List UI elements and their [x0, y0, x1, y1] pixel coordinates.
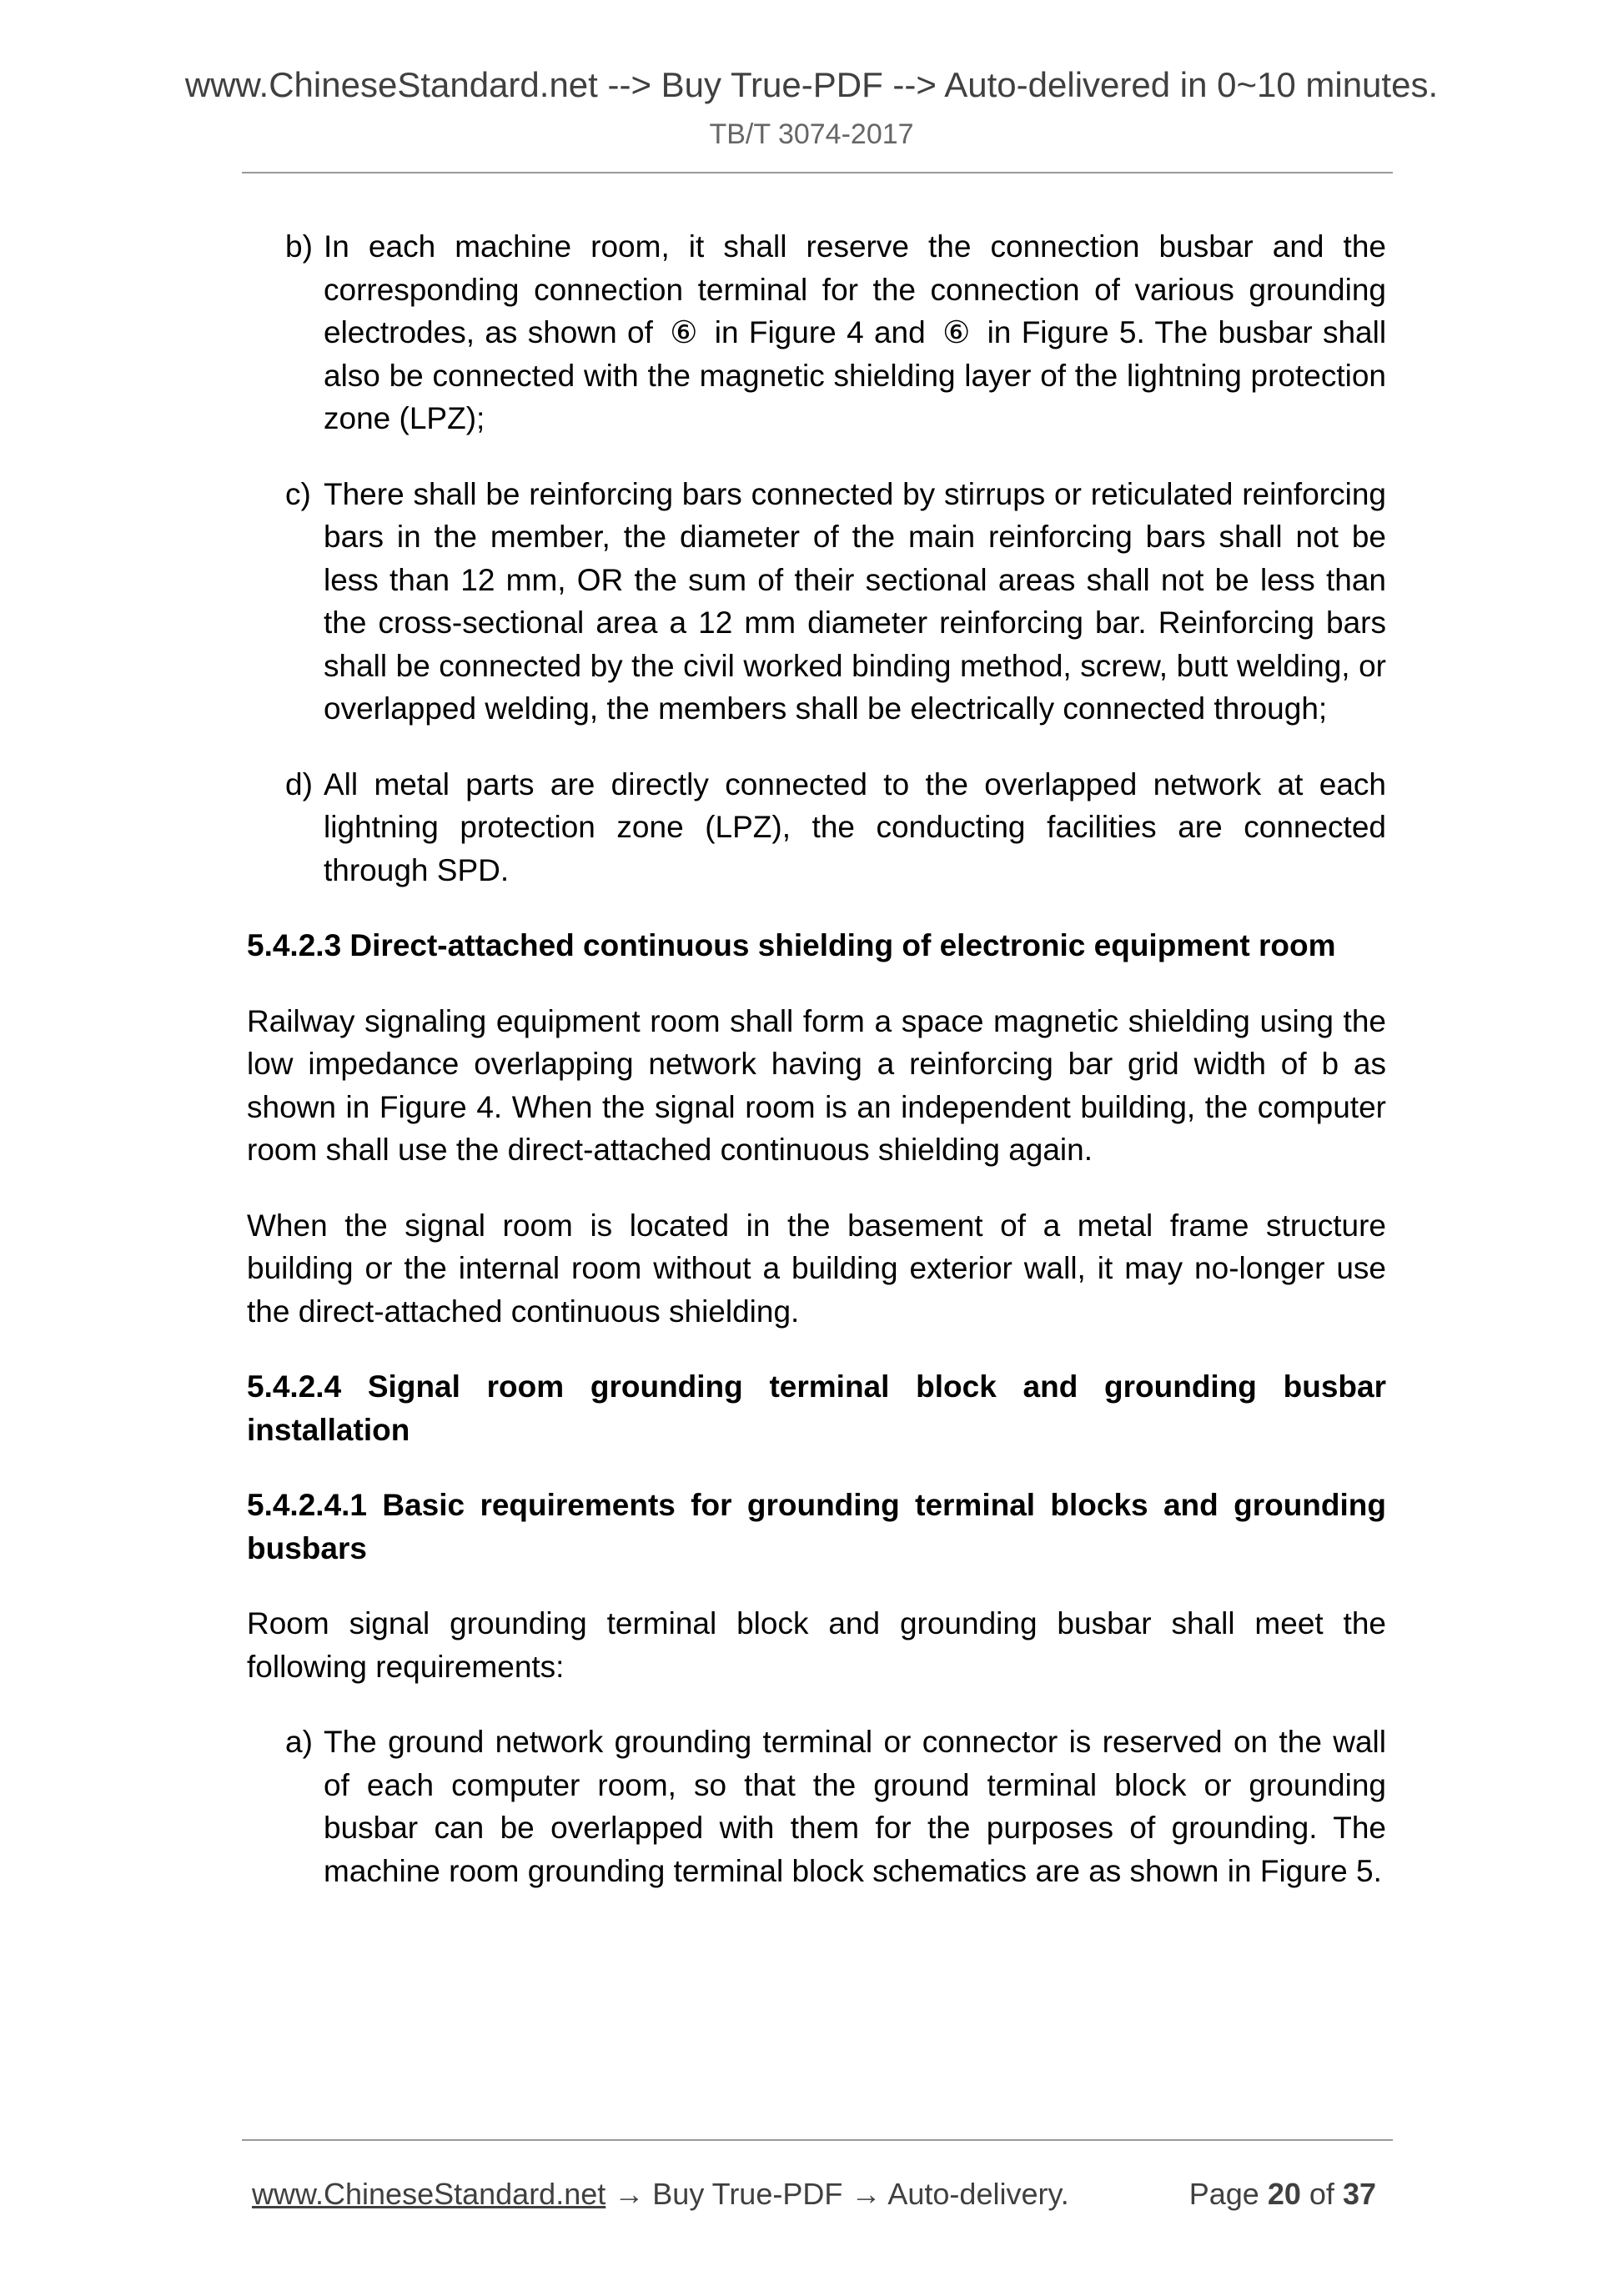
- list-item-c: [285, 473, 1386, 731]
- list-text: The ground network grounding terminal or connector is reserved on the wall of each computer room, so that the ground terminal block or grounding busbar can be overlapped with them for the purposes of grounding. The machine room grounding terminal block schematics are as shown in Figure 5.: [324, 1725, 1386, 1888]
- header-divider: [242, 172, 1393, 173]
- list-label: c): [285, 476, 311, 511]
- circled-number: ⑥: [942, 315, 971, 349]
- footer-text: [252, 2177, 1069, 2212]
- arrow-icon: →: [614, 2177, 645, 2211]
- section-heading-5-4-2-3: 5.4.2.3 Direct-attached continuous shielding of electronic equipment room: [247, 928, 1336, 962]
- list-text: There shall be reinforcing bars connected by stirrups or reticulated reinforcing bars in the member, the diameter of the main reinforcing bars shall not be less than 12 mm, OR the sum of their sectional areas shall not be less than the cross-sectional area a 12 mm diameter reinforcing bar. Reinforcing bars shall be connected by the civil worked binding method, screw, butt welding, or overlapped welding, the members shall be electrically connected through;: [324, 476, 1386, 726]
- document-id: TB/T 3074-2017: [709, 118, 914, 150]
- header-banner: www.ChineseStandard.net --> Buy True-PDF --> Auto-delivered in 0~10 minutes.: [184, 65, 1439, 104]
- footer-link[interactable]: www.ChineseStandard.net: [252, 2177, 606, 2211]
- text-fragment: in Figure 5. The busbar shall also be connected with the magnetic shielding layer of the lightning protection zone (LPZ);: [324, 315, 1387, 435]
- footer-divider: [242, 2139, 1393, 2141]
- footer-buy: Buy True-PDF: [652, 2177, 843, 2211]
- text-fragment: in Figure 4 and: [714, 315, 926, 349]
- page-body: [247, 225, 1386, 1925]
- paragraph: Room signal grounding terminal block and grounding busbar shall meet the following requirements:: [247, 1606, 1386, 1684]
- total-pages: 37: [1342, 2177, 1376, 2211]
- page-number: [1189, 2177, 1376, 2212]
- circled-number: ⑥: [670, 315, 698, 349]
- list-label: a): [285, 1725, 313, 1759]
- list-text: [324, 225, 1386, 440]
- arrow-icon: →: [851, 2177, 882, 2211]
- paragraph: When the signal room is located in the basement of a metal frame structure building or the internal room without a building exterior wall, it may no-longer use the direct-attached continuous shielding.: [247, 1208, 1386, 1329]
- of-word: of: [1309, 2177, 1334, 2211]
- list-item-a: [285, 1721, 1386, 1892]
- footer-delivery: Auto-delivery.: [887, 2177, 1069, 2211]
- list-label: d): [285, 766, 313, 801]
- current-page: 20: [1267, 2177, 1301, 2211]
- page-word: Page: [1188, 2177, 1259, 2211]
- list-item-d: [285, 763, 1386, 892]
- section-heading-5-4-2-4-1: 5.4.2.4.1 Basic requirements for grounding terminal blocks and grounding busbars: [247, 1488, 1386, 1565]
- list-label: b): [285, 229, 313, 264]
- list-text: All metal parts are directly connected to the overlapped network at each lightning protection zone (LPZ), the conducting facilities are connected through SPD.: [324, 766, 1386, 887]
- section-heading-5-4-2-4: 5.4.2.4 Signal room grounding terminal block and grounding busbar installation: [247, 1369, 1386, 1447]
- list-item-b: [285, 225, 1386, 440]
- paragraph: Railway signaling equipment room shall form a space magnetic shielding using the low impedance overlapping network having a reinforcing bar grid width of b as shown in Figure 4. When the signal room is an independent building, the computer room shall use the direct-attached continuous shielding again.: [247, 1003, 1386, 1167]
- text-fragment: In each machine room, it shall reserve the connection busbar and the corresponding connection terminal for the connection of various grounding electrodes, as shown of: [324, 229, 1386, 349]
